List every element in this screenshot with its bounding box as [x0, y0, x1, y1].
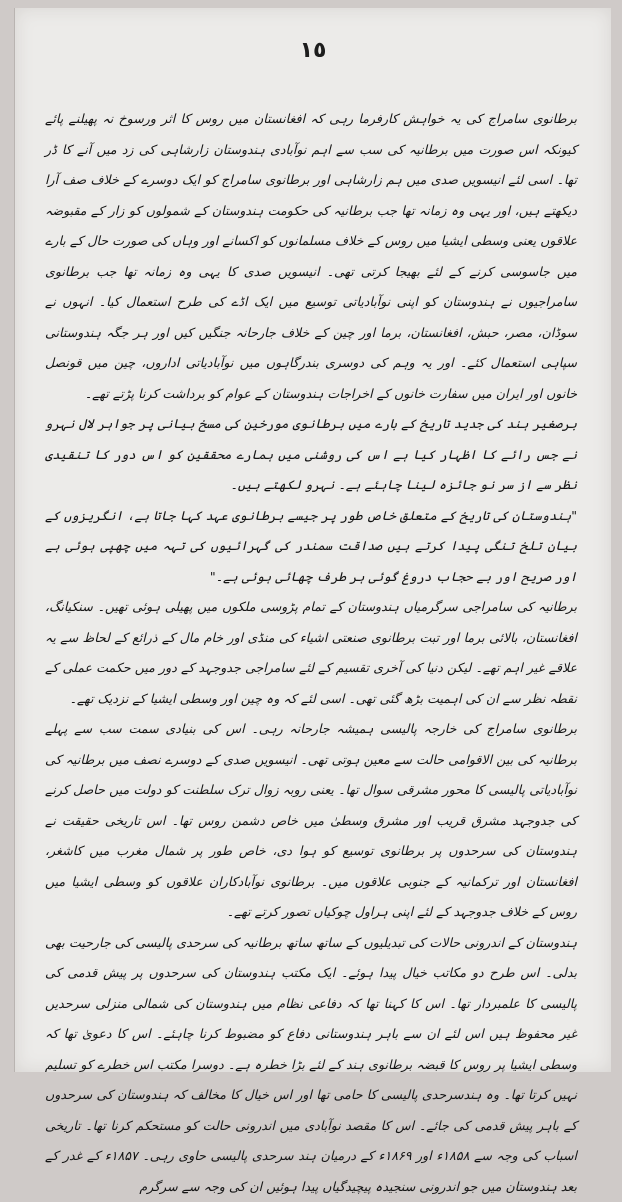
paragraph: برصغیر ہند کی جدید تاریخ کے بارے میں برطانوی مورخین کی مسخ بیانی پر جواہر لال نہرو نے جس رائے کا اظہار کیا ہے اس کی روشنی میں ہمارے محققین کو اس دور کا تنقیدی نظر سے از سر نو جائزہ لینا چاہئے ہے۔ نہرو لکھتے ہیں۔	[45, 409, 577, 501]
body-text	[45, 104, 577, 1202]
page-number: ١٥	[15, 38, 611, 63]
paragraph: برطانیہ کی سامراجی سرگرمیاں ہندوستان کے تمام پڑوسی ملکوں میں پھیلی ہوئی تھیں۔ سنکیانگ، افغانستان، بالائی برما اور تبت برطانوی صنعتی اشیاء کی منڈی اور خام مال کے ذرائع کے لحاظ سے یہ علاقے غیر اہم تھے۔ لیکن دنیا کی آخری تقسیم کے لئے سامراجی جدوجہد کے دور میں حکمت عملی کے نقطہ نظر سے ان کی اہمیت بڑھ گئی تھی۔ اسی لئے کہ وہ چین اور وسطی ایشیا کے نزدیک تھے۔	[45, 592, 577, 714]
book-page	[14, 8, 611, 1072]
paragraph: برطانوی سامراج کی یہ خواہش کارفرما رہی کہ افغانستان میں روس کا اثر ورسوخ نہ پھیلنے پائے کیونکہ اس صورت میں برطانیہ کی سب سے اہم نوآبادی ہندوستان زارشاہی کی زد میں آنے کا ڈر تھا۔ اسی لئے انیسویں صدی میں ہم زارشاہی اور برطانوی سامراج کو ایک دوسرے کے خلاف صف آرا دیکھتے ہیں، اور یہی وہ زمانہ تھا جب برطانیہ کی حکومت ہندوستان کے شمولوں کو زار کے مقبوضہ علاقوں یعنی وسطی ایشیا میں روس کے خلاف مسلمانوں کو اکسانے اور وہاں کی صورت حال کے بارے میں جاسوسی کرنے کے لئے بھیجا کرتی تھی۔ انیسویں صدی کا یہی وہ زمانہ تھا جب برطانوی سامراجیوں نے ہندوستان کو اپنی نوآبادیاتی توسیع میں ایک اڈے کی طرح استعمال کیا۔ انہوں نے سوڈان، مصر، حبش، افغانستان، برما اور چین کے خلاف جارحانہ جنگیں کیں اور ہر جگہ ہندوستانی سپاہی استعمال کئے۔ اور یہ وہم کی دوسری بندرگاہوں میں نوآبادیاتی اداروں، چین میں قونصل خانوں اور ایران میں سفارت خانوں کے اخراجات ہندوستان کے عوام کو برداشت کرنا پڑتے تھے۔	[45, 104, 577, 409]
paragraph: برطانوی سامراج کی خارجہ پالیسی ہمیشہ جارحانہ رہی۔ اس کی بنیادی سمت سب سے پہلے برطانیہ کی بین الاقوامی حالت سے معین ہوتی تھی۔ انیسویں صدی کے دوسرے نصف میں برطانیہ کی نوآبادیاتی پالیسی کا محور مشرقی سوال تھا۔ یعنی روبہ زوال ترک سلطنت کو دولت میں حاصل کرنے کی جدوجہد مشرق قریب اور مشرق وسطیٰ میں خاص دشمن روس تھا۔ اس تاریخی حقیقت نے ہندوستان کی سرحدوں پر برطانوی توسیع کو ہوا دی، خاص طور پر شمال مغرب میں کاشغر، افغانستان اور ترکمانیہ کے جنوبی علاقوں میں۔ برطانوی نوآبادکاران علاقوں کو وسطی ایشیا میں روس کے خلاف جدوجہد کے لئے اپنی ہراول چوکیاں تصور کرتے تھے۔	[45, 714, 577, 928]
paragraph: ہندوستان کے اندرونی حالات کی تبدیلیوں کے ساتھ ساتھ برطانیہ کی سرحدی پالیسی کی جارحیت بھی بدلی۔ اس طرح دو مکاتب خیال پیدا ہوئے۔ ایک مکتب ہندوستان کی سرحدوں پر پیش قدمی کی پالیسی کا علمبردار تھا۔ اس کا کہنا تھا کہ دفاعی نظام میں ہندوستان کی شمالی منزلی سرحدیں غیر محفوظ ہیں اس لئے ان سے باہر ہندوستانی دفاع کو مضبوط کرنا چاہئے۔ اس کا دعویٰ تھا کہ وسطی ایشیا پر روس کا قبضہ برطانوی ہند کے لئے بڑا خطرہ ہے۔ دوسرا مکتب اس خطرے کو تسلیم نہیں کرتا تھا۔ وہ ہندسرحدی پالیسی کا حامی تھا اور اس خیال کا مخالف کہ ہندوستان کی سرحدوں کے باہر پیش قدمی کی جائے۔ اس کا مقصد نوآبادی میں اندرونی حالت کو مستحکم کرنا تھا۔ تاریخی اسباب کی وجہ سے ۱۸۵۸ء اور ۱۸۶۹ء کے درمیان ہند سرحدی پالیسی حاوی رہی۔ ۱۸۵۷ء کے غدر کے بعد ہندوستان میں جو اندرونی سنجیدہ پیچیدگیاں پیدا ہوئیں ان کی وجہ سے سرگرم	[45, 928, 577, 1202]
quotation-paragraph: "ہندوستان کی تاریخ کے متعلق خاص طور پر جیسے برطانوی عہد کہا جاتا ہے، انگریزوں کے بیان تلخ تنگی پیدا کرتے ہیں صداقت سمندر کی گہرائیوں کی تہہ میں چھپی ہوئی ہے اور صریح اور بے حجاب دروغ گوئی ہر طرف چھائی ہوئی ہے۔"	[45, 501, 577, 593]
